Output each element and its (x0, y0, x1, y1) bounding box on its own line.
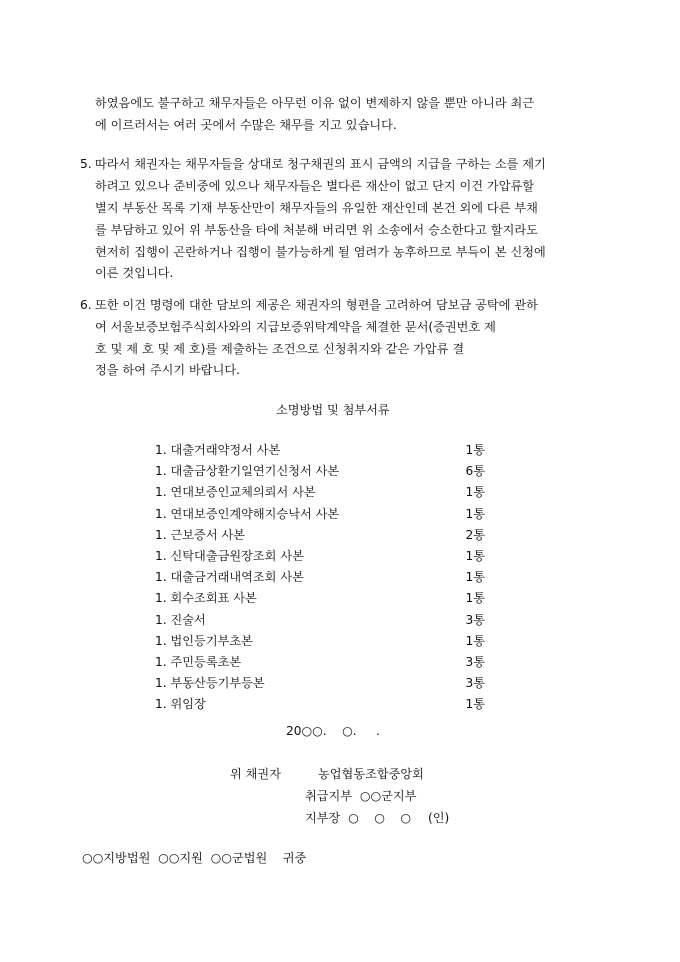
paragraph-line: 하였음에도 불구하고 채무자들은 아무런 이유 없이 변제하지 않을 뿐만 아니라 최근 (95, 96, 535, 110)
paragraph-line: 현저히 집행이 곤란하거나 집행이 불가능하게 될 염려가 농후하므로 부득이 본 신청에 (95, 245, 546, 259)
attachment-count: 6통 (465, 464, 485, 479)
creditor-role: 위 채권자 (230, 767, 281, 781)
attachment-item (155, 527, 485, 543)
date-line: 20○○. ○. . (286, 724, 380, 738)
paragraph-line: 또한 이건 명령에 대한 담보의 제공은 채권자의 형편을 고려하여 담보금 공탁에 관하 (95, 298, 538, 312)
paragraph-line: 하려고 있으나 준비중에 있으나 채무자들은 별다른 재산이 없고 단지 이건 가압류할 (95, 179, 535, 193)
attachment-count: 1통 (465, 443, 485, 457)
attachment-item (155, 484, 485, 500)
paragraph-number: 5. (80, 157, 92, 171)
attachment-label: 1. 대출거래약정서 사본 (155, 443, 281, 457)
attachment-count: 3통 (465, 676, 485, 691)
attachment-count: 1통 (465, 570, 485, 585)
attachment-count: 1통 (465, 549, 485, 563)
court-addressee: ○○지방법원 ○○지원 ○○군법원 귀중 (82, 851, 307, 865)
attachment-count: 3통 (465, 612, 485, 627)
attachment-label: 1. 대출금상환기일연기신청서 사본 (155, 464, 340, 479)
attachment-item (155, 506, 485, 522)
attachment-count: 1통 (465, 697, 485, 712)
paragraph-line: 호 및 제 호 및 제 호)를 제출하는 조건으로 신청취지와 같은 가압류 결 (95, 342, 465, 356)
attachment-count: 1통 (465, 633, 485, 648)
attachment-label: 1. 법인등기부초본 (155, 633, 253, 648)
attachment-item (155, 463, 485, 479)
attachment-item (155, 548, 485, 564)
attachment-item (155, 654, 485, 670)
creditor-branch: 취급지부 ○○군지부 (305, 789, 417, 803)
attachment-item (155, 696, 485, 712)
attachment-item (155, 612, 485, 628)
attachment-label: 1. 연대보증인교체의뢰서 사본 (155, 485, 316, 500)
attachment-count: 2통 (465, 527, 485, 542)
attachment-count: 1통 (465, 506, 485, 521)
paragraph-line: 따라서 채권자는 채무자들을 상대로 청구채권의 표시 금액의 지급을 구하는 소를 제기 (95, 157, 546, 171)
attachment-label: 1. 대출금거래내역조회 사본 (155, 570, 304, 585)
attachment-item (155, 569, 485, 585)
attachment-item (155, 633, 485, 649)
attachments-title: 소명방법 및 첨부서류 (276, 403, 390, 417)
paragraph-line: 이른 것입니다. (95, 266, 174, 280)
attachment-label: 1. 근보증서 사본 (155, 527, 246, 542)
attachment-label: 1. 위임장 (155, 697, 206, 712)
branch-manager: 지부장 ○ ○ ○ (305, 811, 411, 825)
attachment-label: 1. 주민등록초본 (155, 655, 242, 669)
attachment-label: 1. 진술서 (155, 612, 206, 627)
seal-mark: (인) (428, 811, 450, 825)
attachment-count: 1통 (465, 485, 485, 500)
attachment-count: 3통 (465, 655, 485, 669)
paragraph-line: 에 이르러서는 여러 곳에서 수많은 채무를 지고 있습니다. (95, 118, 397, 132)
paragraph-line: 별지 부동산 목록 기재 부동산만이 채무자들의 유일한 재산인데 본건 외에 다른 부채 (95, 201, 538, 215)
attachment-count: 1통 (465, 591, 485, 606)
paragraph-line: 여 서울보증보험주식회사와의 지급보증위탁계약을 체결한 문서(증권번호 제 (95, 320, 496, 334)
paragraph-line: 를 부담하고 있어 위 부동산을 타에 처분해 버리면 위 소송에서 승소한다고 할지라도 (95, 223, 538, 237)
attachment-label: 1. 신탁대출금원장조회 사본 (155, 549, 304, 563)
attachment-label: 1. 부동산등기부등본 (155, 676, 265, 691)
creditor-org: 농업협동조합중앙회 (318, 767, 424, 781)
attachment-item (155, 442, 485, 458)
attachment-label: 1. 연대보증인계약해지승낙서 사본 (155, 506, 340, 521)
paragraph-number: 6. (80, 298, 92, 312)
paragraph-line: 정을 하여 주시기 바랍니다. (95, 363, 241, 377)
attachment-item (155, 590, 485, 606)
attachment-label: 1. 회수조회표 사본 (155, 591, 257, 606)
attachment-item (155, 675, 485, 691)
